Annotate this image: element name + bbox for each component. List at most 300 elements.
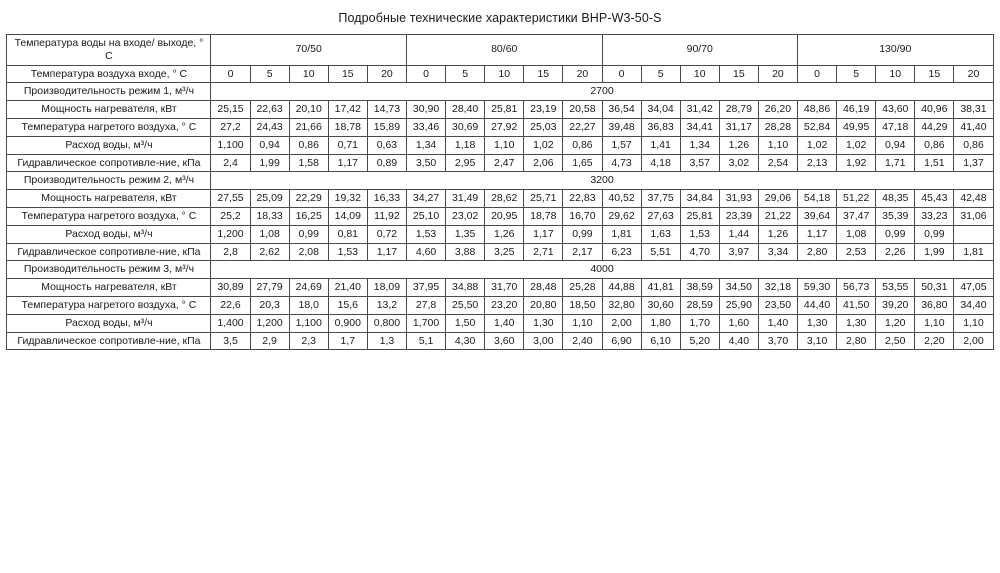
data-cell: 1,26 <box>758 225 797 243</box>
row-label-heater-power: Мощность нагревателя, кВт <box>7 101 211 119</box>
data-cell: 31,70 <box>485 279 524 297</box>
data-cell: 1,400 <box>211 314 250 332</box>
row-label-water-flow: Расход воды, м³/ч <box>7 314 211 332</box>
data-cell: 27,79 <box>250 279 289 297</box>
data-cell: 3,70 <box>758 332 797 350</box>
data-cell: 1,44 <box>719 225 758 243</box>
data-cell: 1,99 <box>250 154 289 172</box>
row-label-heated-air-temp: Температура нагретого воздуха, ° С <box>7 296 211 314</box>
data-cell: 6,90 <box>602 332 641 350</box>
data-cell: 40,52 <box>602 190 641 208</box>
data-cell: 22,63 <box>250 101 289 119</box>
data-cell: 0,86 <box>289 136 328 154</box>
capacity-label-2: Производительность режим 2, м³/ч <box>7 172 211 190</box>
data-cell: 32,80 <box>602 296 641 314</box>
data-cell: 28,40 <box>446 101 485 119</box>
data-cell: 36,83 <box>641 118 680 136</box>
air-temp-value: 15 <box>719 65 758 83</box>
data-cell: 27,92 <box>485 118 524 136</box>
data-cell: 41,50 <box>837 296 876 314</box>
table-row <box>7 118 993 136</box>
row-label-water-flow: Расход воды, м³/ч <box>7 225 211 243</box>
data-cell: 29,62 <box>602 207 641 225</box>
table-row <box>7 225 993 243</box>
data-cell: 1,53 <box>328 243 367 261</box>
data-cell: 2,00 <box>602 314 641 332</box>
table-row <box>7 314 993 332</box>
data-cell: 3,5 <box>211 332 250 350</box>
data-cell: 2,80 <box>837 332 876 350</box>
data-cell: 2,62 <box>250 243 289 261</box>
data-cell: 22,83 <box>563 190 602 208</box>
data-cell: 2,50 <box>876 332 915 350</box>
air-temp-value: 15 <box>328 65 367 83</box>
data-cell: 23,19 <box>524 101 563 119</box>
table-row <box>7 243 993 261</box>
data-cell: 1,20 <box>876 314 915 332</box>
data-cell: 18,0 <box>289 296 328 314</box>
data-cell: 25,71 <box>524 190 563 208</box>
data-cell: 17,42 <box>328 101 367 119</box>
data-cell: 6,10 <box>641 332 680 350</box>
air-temp-value: 5 <box>250 65 289 83</box>
data-cell: 1,80 <box>641 314 680 332</box>
data-cell: 4,18 <box>641 154 680 172</box>
data-cell: 0,71 <box>328 136 367 154</box>
water-temp-group-1: 70/50 <box>211 35 407 66</box>
water-temp-group-4: 130/90 <box>798 35 994 66</box>
data-cell: 34,40 <box>954 296 993 314</box>
data-cell: 1,200 <box>211 225 250 243</box>
data-cell: 27,63 <box>641 207 680 225</box>
data-cell: 1,99 <box>915 243 954 261</box>
air-temp-value: 10 <box>289 65 328 83</box>
data-cell: 19,32 <box>328 190 367 208</box>
data-cell: 3,25 <box>485 243 524 261</box>
data-cell: 1,40 <box>758 314 797 332</box>
data-cell: 23,50 <box>758 296 797 314</box>
data-cell: 2,54 <box>758 154 797 172</box>
data-cell: 1,34 <box>406 136 445 154</box>
data-cell: 2,26 <box>876 243 915 261</box>
data-cell: 20,58 <box>563 101 602 119</box>
data-cell: 1,10 <box>485 136 524 154</box>
data-cell: 1,71 <box>876 154 915 172</box>
table-row <box>7 190 993 208</box>
data-cell: 27,2 <box>211 118 250 136</box>
data-cell: 0,99 <box>876 225 915 243</box>
data-cell: 38,31 <box>954 101 993 119</box>
water-inlet-outlet-temp-label: Температура воды на входе/ выходе, ° С <box>7 35 211 66</box>
data-cell: 1,30 <box>798 314 837 332</box>
data-cell: 1,65 <box>563 154 602 172</box>
data-cell: 18,78 <box>524 207 563 225</box>
row-label-heater-power: Мощность нагревателя, кВт <box>7 279 211 297</box>
data-cell: 1,10 <box>758 136 797 154</box>
data-cell: 22,29 <box>289 190 328 208</box>
data-cell: 1,58 <box>289 154 328 172</box>
data-cell: 1,08 <box>837 225 876 243</box>
data-cell: 15,6 <box>328 296 367 314</box>
page-title: Подробные технические характеристики BHP-W3-50-S <box>338 11 662 25</box>
air-temp-value: 15 <box>524 65 563 83</box>
data-cell: 46,19 <box>837 101 876 119</box>
data-cell: 2,08 <box>289 243 328 261</box>
data-cell: 1,3 <box>367 332 406 350</box>
data-cell: 1,81 <box>602 225 641 243</box>
data-cell: 30,89 <box>211 279 250 297</box>
data-cell: 3,02 <box>719 154 758 172</box>
data-cell: 51,22 <box>837 190 876 208</box>
capacity-label-1: Производительность режим 1, м³/ч <box>7 83 211 101</box>
data-cell: 1,34 <box>680 136 719 154</box>
data-cell: 22,6 <box>211 296 250 314</box>
air-temp-value: 5 <box>837 65 876 83</box>
capacity-value-3: 4000 <box>211 261 993 279</box>
data-cell: 2,13 <box>798 154 837 172</box>
data-cell: 48,35 <box>876 190 915 208</box>
data-cell: 14,09 <box>328 207 367 225</box>
data-cell: 0,99 <box>563 225 602 243</box>
data-cell: 25,81 <box>485 101 524 119</box>
data-cell: 41,81 <box>641 279 680 297</box>
data-cell: 31,49 <box>446 190 485 208</box>
data-cell: 28,59 <box>680 296 719 314</box>
air-inlet-temp-label: Температура воздуха входе, ° С <box>7 65 211 83</box>
capacity-value-1: 2700 <box>211 83 993 101</box>
data-cell: 2,17 <box>563 243 602 261</box>
table-row <box>7 332 993 350</box>
data-cell: 1,02 <box>524 136 563 154</box>
data-cell: 37,95 <box>406 279 445 297</box>
data-cell: 44,29 <box>915 118 954 136</box>
air-temp-value: 0 <box>602 65 641 83</box>
data-cell: 32,18 <box>758 279 797 297</box>
data-cell: 4,30 <box>446 332 485 350</box>
data-cell: 28,62 <box>485 190 524 208</box>
data-cell: 34,88 <box>446 279 485 297</box>
data-cell: 0,94 <box>250 136 289 154</box>
data-cell: 2,9 <box>250 332 289 350</box>
data-cell: 2,71 <box>524 243 563 261</box>
data-cell: 6,23 <box>602 243 641 261</box>
data-cell: 36,54 <box>602 101 641 119</box>
data-cell: 3,50 <box>406 154 445 172</box>
data-cell: 28,79 <box>719 101 758 119</box>
data-cell: 39,48 <box>602 118 641 136</box>
data-cell: 0,86 <box>915 136 954 154</box>
data-cell: 1,200 <box>250 314 289 332</box>
data-cell: 56,73 <box>837 279 876 297</box>
data-cell: 16,25 <box>289 207 328 225</box>
data-cell: 2,95 <box>446 154 485 172</box>
row-label-heater-power: Мощность нагревателя, кВт <box>7 190 211 208</box>
data-cell: 1,17 <box>798 225 837 243</box>
data-cell: 26,20 <box>758 101 797 119</box>
air-temp-value: 20 <box>367 65 406 83</box>
data-cell: 25,10 <box>406 207 445 225</box>
data-cell: 1,37 <box>954 154 993 172</box>
data-cell: 47,05 <box>954 279 993 297</box>
data-cell: 3,60 <box>485 332 524 350</box>
data-cell: 34,50 <box>719 279 758 297</box>
air-temp-value: 10 <box>485 65 524 83</box>
capacity-value-2: 3200 <box>211 172 993 190</box>
table-row <box>7 154 993 172</box>
data-cell: 3,10 <box>798 332 837 350</box>
data-cell: 21,40 <box>328 279 367 297</box>
data-cell: 41,40 <box>954 118 993 136</box>
data-cell: 35,39 <box>876 207 915 225</box>
data-cell: 2,8 <box>211 243 250 261</box>
data-cell: 1,7 <box>328 332 367 350</box>
data-cell: 23,39 <box>719 207 758 225</box>
table-header-row <box>7 35 993 66</box>
data-cell: 0,81 <box>328 225 367 243</box>
data-cell: 1,41 <box>641 136 680 154</box>
data-cell: 44,88 <box>602 279 641 297</box>
air-temp-value: 20 <box>758 65 797 83</box>
data-cell: 2,47 <box>485 154 524 172</box>
data-cell: 3,97 <box>719 243 758 261</box>
data-cell: 0,89 <box>367 154 406 172</box>
data-cell: 23,02 <box>446 207 485 225</box>
data-cell: 43,60 <box>876 101 915 119</box>
data-cell: 13,2 <box>367 296 406 314</box>
data-cell: 21,66 <box>289 118 328 136</box>
data-cell: 47,18 <box>876 118 915 136</box>
data-cell: 1,02 <box>837 136 876 154</box>
data-cell: 0,86 <box>563 136 602 154</box>
data-cell: 2,06 <box>524 154 563 172</box>
data-cell: 33,23 <box>915 207 954 225</box>
air-temp-value: 15 <box>915 65 954 83</box>
data-cell: 1,17 <box>328 154 367 172</box>
data-cell: 1,35 <box>446 225 485 243</box>
data-cell: 45,43 <box>915 190 954 208</box>
data-cell: 29,06 <box>758 190 797 208</box>
data-cell: 52,84 <box>798 118 837 136</box>
capacity-row <box>7 261 993 279</box>
data-cell: 21,22 <box>758 207 797 225</box>
data-cell: 4,73 <box>602 154 641 172</box>
data-cell: 1,51 <box>915 154 954 172</box>
air-temp-value: 10 <box>680 65 719 83</box>
data-cell: 20,10 <box>289 101 328 119</box>
data-cell: 1,92 <box>837 154 876 172</box>
table-row <box>7 296 993 314</box>
water-temp-group-3: 90/70 <box>602 35 798 66</box>
data-cell <box>954 225 993 243</box>
data-cell: 1,100 <box>289 314 328 332</box>
data-cell: 31,06 <box>954 207 993 225</box>
data-cell: 1,10 <box>563 314 602 332</box>
air-temp-value: 20 <box>954 65 993 83</box>
data-cell: 38,59 <box>680 279 719 297</box>
table-row <box>7 207 993 225</box>
data-cell: 1,10 <box>954 314 993 332</box>
data-cell: 1,08 <box>250 225 289 243</box>
data-cell: 0,86 <box>954 136 993 154</box>
data-cell: 3,34 <box>758 243 797 261</box>
data-cell: 2,00 <box>954 332 993 350</box>
data-cell: 4,40 <box>719 332 758 350</box>
data-cell: 54,18 <box>798 190 837 208</box>
data-cell: 27,55 <box>211 190 250 208</box>
data-cell: 20,3 <box>250 296 289 314</box>
data-cell: 33,46 <box>406 118 445 136</box>
data-cell: 0,99 <box>915 225 954 243</box>
row-label-hydraulic-resistance: Гидравлическое сопротивле-ние, кПа <box>7 154 211 172</box>
air-temp-value: 5 <box>641 65 680 83</box>
capacity-row <box>7 172 993 190</box>
air-temp-value: 10 <box>876 65 915 83</box>
data-cell: 39,20 <box>876 296 915 314</box>
data-cell: 25,90 <box>719 296 758 314</box>
table-header-row <box>7 65 993 83</box>
table-row <box>7 136 993 154</box>
data-cell: 34,27 <box>406 190 445 208</box>
data-cell: 2,20 <box>915 332 954 350</box>
data-cell: 0,800 <box>367 314 406 332</box>
data-cell: 5,51 <box>641 243 680 261</box>
data-cell: 1,57 <box>602 136 641 154</box>
data-cell: 53,55 <box>876 279 915 297</box>
data-cell: 25,81 <box>680 207 719 225</box>
data-cell: 24,69 <box>289 279 328 297</box>
data-cell: 11,92 <box>367 207 406 225</box>
data-cell: 2,53 <box>837 243 876 261</box>
data-cell: 40,96 <box>915 101 954 119</box>
data-cell: 22,27 <box>563 118 602 136</box>
data-cell: 34,84 <box>680 190 719 208</box>
data-cell: 1,17 <box>524 225 563 243</box>
data-cell: 30,60 <box>641 296 680 314</box>
data-cell: 36,80 <box>915 296 954 314</box>
water-temp-group-2: 80/60 <box>406 35 602 66</box>
data-cell: 30,69 <box>446 118 485 136</box>
data-cell: 34,41 <box>680 118 719 136</box>
data-cell: 28,28 <box>758 118 797 136</box>
row-label-heated-air-temp: Температура нагретого воздуха, ° С <box>7 207 211 225</box>
data-cell: 31,17 <box>719 118 758 136</box>
data-cell: 42,48 <box>954 190 993 208</box>
air-temp-value: 0 <box>406 65 445 83</box>
data-cell: 1,81 <box>954 243 993 261</box>
row-label-hydraulic-resistance: Гидравлическое сопротивле-ние, кПа <box>7 243 211 261</box>
data-cell: 18,09 <box>367 279 406 297</box>
data-cell: 0,94 <box>876 136 915 154</box>
data-cell: 34,04 <box>641 101 680 119</box>
capacity-label-3: Производительность режим 3, м³/ч <box>7 261 211 279</box>
data-cell: 31,42 <box>680 101 719 119</box>
data-cell: 25,15 <box>211 101 250 119</box>
data-cell: 1,40 <box>485 314 524 332</box>
data-cell: 27,8 <box>406 296 445 314</box>
data-cell: 3,88 <box>446 243 485 261</box>
air-temp-value: 0 <box>211 65 250 83</box>
data-cell: 1,30 <box>524 314 563 332</box>
data-cell: 1,17 <box>367 243 406 261</box>
data-cell: 20,95 <box>485 207 524 225</box>
data-cell: 1,10 <box>915 314 954 332</box>
data-cell: 4,60 <box>406 243 445 261</box>
data-cell: 18,50 <box>563 296 602 314</box>
data-cell: 16,70 <box>563 207 602 225</box>
data-cell: 0,900 <box>328 314 367 332</box>
data-cell: 4,70 <box>680 243 719 261</box>
data-cell: 48,86 <box>798 101 837 119</box>
data-cell: 16,33 <box>367 190 406 208</box>
data-cell: 1,02 <box>798 136 837 154</box>
data-cell: 1,63 <box>641 225 680 243</box>
data-cell: 37,47 <box>837 207 876 225</box>
data-cell: 1,26 <box>719 136 758 154</box>
data-cell: 44,40 <box>798 296 837 314</box>
data-cell: 5,20 <box>680 332 719 350</box>
data-cell: 25,03 <box>524 118 563 136</box>
data-cell: 1,18 <box>446 136 485 154</box>
data-cell: 2,40 <box>563 332 602 350</box>
data-cell: 1,26 <box>485 225 524 243</box>
data-cell: 1,50 <box>446 314 485 332</box>
data-cell: 5,1 <box>406 332 445 350</box>
data-cell: 0,99 <box>289 225 328 243</box>
data-cell: 28,48 <box>524 279 563 297</box>
data-cell: 1,70 <box>680 314 719 332</box>
data-cell: 2,3 <box>289 332 328 350</box>
data-cell: 2,4 <box>211 154 250 172</box>
table-row <box>7 279 993 297</box>
specifications-table <box>6 34 993 350</box>
data-cell: 30,90 <box>406 101 445 119</box>
data-cell: 15,89 <box>367 118 406 136</box>
data-cell: 59,30 <box>798 279 837 297</box>
data-cell: 0,72 <box>367 225 406 243</box>
data-cell: 1,60 <box>719 314 758 332</box>
data-cell: 23,20 <box>485 296 524 314</box>
data-cell: 3,57 <box>680 154 719 172</box>
data-cell: 0,63 <box>367 136 406 154</box>
air-temp-value: 20 <box>563 65 602 83</box>
data-cell: 14,73 <box>367 101 406 119</box>
row-label-hydraulic-resistance: Гидравлическое сопротивле-ние, кПа <box>7 332 211 350</box>
data-cell: 49,95 <box>837 118 876 136</box>
data-cell: 3,00 <box>524 332 563 350</box>
data-cell: 1,700 <box>406 314 445 332</box>
data-cell: 25,09 <box>250 190 289 208</box>
data-cell: 18,78 <box>328 118 367 136</box>
row-label-water-flow: Расход воды, м³/ч <box>7 136 211 154</box>
data-cell: 1,53 <box>680 225 719 243</box>
capacity-row <box>7 83 993 101</box>
data-cell: 39,64 <box>798 207 837 225</box>
data-cell: 1,30 <box>837 314 876 332</box>
data-cell: 25,28 <box>563 279 602 297</box>
table-row <box>7 101 993 119</box>
air-temp-value: 0 <box>798 65 837 83</box>
data-cell: 20,80 <box>524 296 563 314</box>
data-cell: 2,80 <box>798 243 837 261</box>
data-cell: 25,50 <box>446 296 485 314</box>
air-temp-value: 5 <box>446 65 485 83</box>
row-label-heated-air-temp: Температура нагретого воздуха, ° С <box>7 118 211 136</box>
data-cell: 37,75 <box>641 190 680 208</box>
data-cell: 31,93 <box>719 190 758 208</box>
data-cell: 50,31 <box>915 279 954 297</box>
data-cell: 24,43 <box>250 118 289 136</box>
data-cell: 1,53 <box>406 225 445 243</box>
